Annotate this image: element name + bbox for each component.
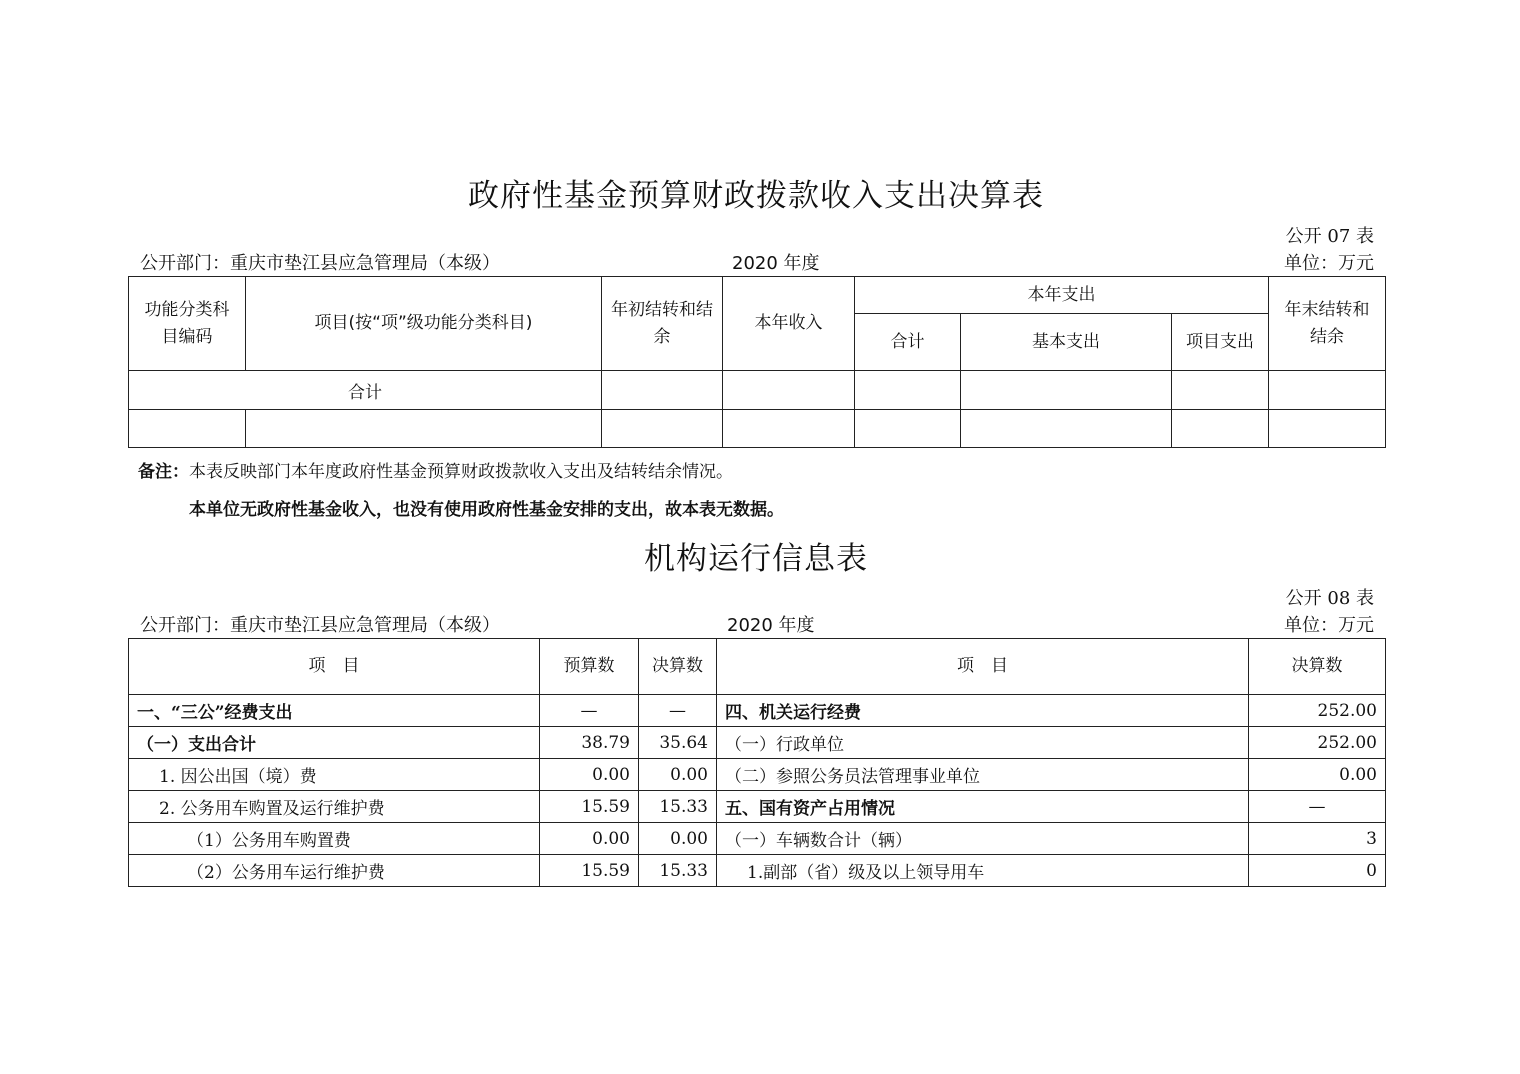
row-budget: 0.00 (540, 759, 639, 791)
table-row (129, 791, 1386, 823)
row-final: 0.00 (639, 759, 717, 791)
row-item-right: （一）车辆数合计（辆） (717, 823, 1249, 855)
row-final: 15.33 (639, 855, 717, 887)
table-cell (855, 410, 961, 448)
table-row (129, 371, 1386, 410)
row-final: 35.64 (639, 727, 717, 759)
header-project-expense: 项目支出 (1172, 314, 1269, 371)
table07-title: 政府性基金预算财政拨款收入支出决算表 (468, 178, 1044, 214)
table-cell (1269, 410, 1386, 448)
table08-unit: 单位：万元 (1284, 615, 1374, 636)
header-income: 本年收入 (723, 277, 855, 371)
row-value: 0 (1249, 855, 1386, 887)
row-budget: 0.00 (540, 823, 639, 855)
table07-department: 公开部门：重庆市垫江县应急管理局（本级） (140, 253, 500, 274)
table-cell (723, 410, 855, 448)
table-row (129, 759, 1386, 791)
row-item-left: （2）公务用车运行维护费 (129, 855, 540, 887)
header-final-right: 决算数 (1249, 639, 1386, 695)
row-value: 0.00 (1249, 759, 1386, 791)
note (138, 457, 733, 482)
table08-department: 公开部门：重庆市垫江县应急管理局（本级） (140, 615, 500, 636)
table-cell (723, 371, 855, 410)
table07 (128, 276, 1386, 448)
table-row (129, 410, 1386, 448)
table-row (129, 727, 1386, 759)
note-extra: 本单位无政府性基金收入，也没有使用政府性基金安排的支出，故本表无数据。 (189, 500, 784, 520)
header-item-right: 项 目 (717, 639, 1249, 695)
row-final: 15.33 (639, 791, 717, 823)
row-value: 252.00 (1249, 727, 1386, 759)
table-cell (1269, 371, 1386, 410)
row-item-left: 2. 公务用车购置及运行维护费 (129, 791, 540, 823)
table08-year: 2020 年度 (727, 615, 815, 636)
table07-number: 公开 07 表 (1285, 226, 1374, 247)
row-item-right: 四、机关运行经费 (717, 695, 1249, 727)
table08 (128, 638, 1386, 887)
row-value: — (1249, 791, 1386, 823)
row-item-left: 一、“三公”经费支出 (129, 695, 540, 727)
header-item: 项目(按“项”级功能分类科目) (246, 277, 602, 371)
row-item-left: 1. 因公出国（境）费 (129, 759, 540, 791)
note-label: 备注： (138, 462, 189, 482)
table-cell (602, 371, 723, 410)
table08-title: 机构运行信息表 (644, 541, 868, 577)
table-cell (246, 410, 602, 448)
row-final: 0.00 (639, 823, 717, 855)
row-item-right: （一）行政单位 (717, 727, 1249, 759)
row-item-right: 1.副部（省）级及以上领导用车 (717, 855, 1249, 887)
table-cell (602, 410, 723, 448)
note-text: 本表反映部门本年度政府性基金预算财政拨款收入支出及结转结余情况。 (189, 462, 733, 482)
row-item-left: （一）支出合计 (129, 727, 540, 759)
row-budget: 15.59 (540, 791, 639, 823)
table-cell (129, 410, 246, 448)
table-cell (855, 371, 961, 410)
header-end-balance: 年末结转和结余 (1269, 277, 1386, 371)
table-cell (1172, 410, 1269, 448)
row-item-right: 五、国有资产占用情况 (717, 791, 1249, 823)
header-function-code: 功能分类科目编码 (129, 277, 246, 371)
header-budget: 预算数 (540, 639, 639, 695)
header-final-left: 决算数 (639, 639, 717, 695)
row-item-left: （1）公务用车购置费 (129, 823, 540, 855)
row-value: 252.00 (1249, 695, 1386, 727)
row-final: — (639, 695, 717, 727)
total-label: 合计 (129, 371, 602, 410)
row-budget: 38.79 (540, 727, 639, 759)
table-cell (1172, 371, 1269, 410)
table-row (129, 823, 1386, 855)
table07-year: 2020 年度 (732, 253, 820, 274)
row-item-right: （二）参照公务员法管理事业单位 (717, 759, 1249, 791)
table08-number: 公开 08 表 (1285, 588, 1374, 609)
table-row (129, 855, 1386, 887)
row-budget: 15.59 (540, 855, 639, 887)
row-budget: — (540, 695, 639, 727)
header-expense-group: 本年支出 (855, 277, 1269, 314)
header-begin-balance: 年初结转和结余 (602, 277, 723, 371)
table-cell (961, 410, 1172, 448)
table-row (129, 695, 1386, 727)
table07-unit: 单位：万元 (1284, 253, 1374, 274)
header-item-left: 项 目 (129, 639, 540, 695)
table-cell (961, 371, 1172, 410)
header-basic-expense: 基本支出 (961, 314, 1172, 371)
header-expense-total: 合计 (855, 314, 961, 371)
row-value: 3 (1249, 823, 1386, 855)
